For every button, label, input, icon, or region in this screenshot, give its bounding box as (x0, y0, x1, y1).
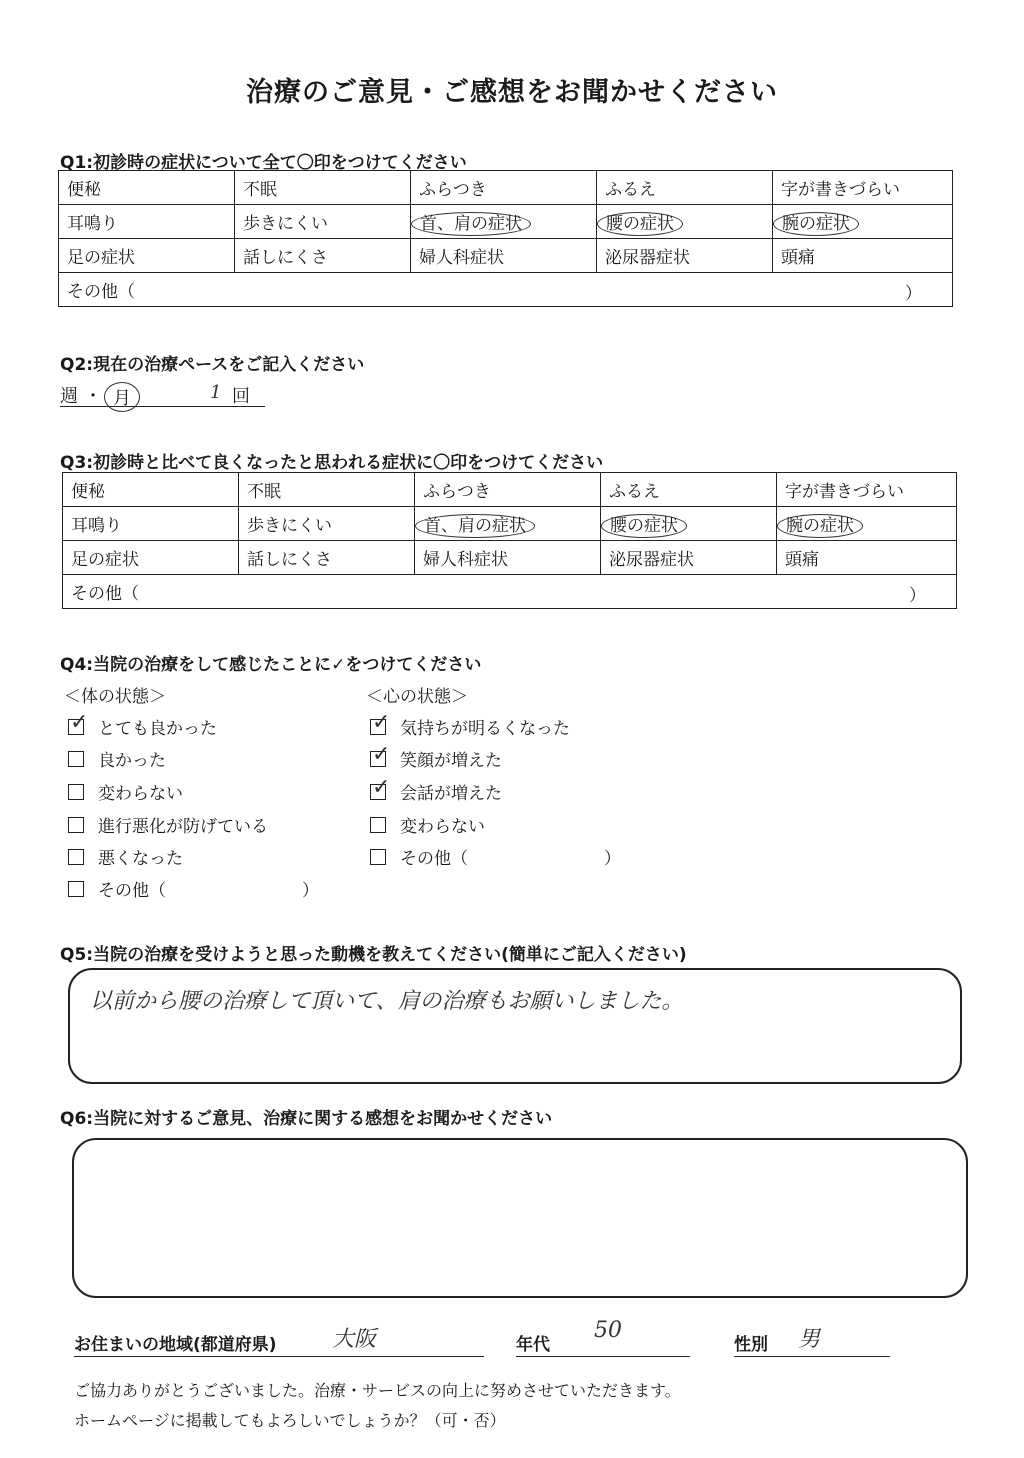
q1-other-label: その他（ (67, 282, 135, 302)
q4-mind-item[interactable] (370, 812, 485, 837)
q1-other-close: ） (905, 284, 922, 304)
q4-mind-item-label: 気持ちが明るくなった (400, 719, 570, 739)
q6-title: Q6:当院に対するご意見、治療に関する感想をお聞かせください (60, 1109, 553, 1129)
q5-title: Q5:当院の治療を受けようと思った動機を教えてください(簡単にご記入ください) (60, 945, 687, 965)
q4-mind-header: ＜心の状態＞ (366, 687, 468, 707)
q1-cell[interactable]: 字が書きづらい (773, 171, 953, 205)
q1-symptom-table (58, 170, 953, 307)
checkbox-icon[interactable] (370, 817, 386, 833)
q3-cell[interactable]: 頭痛 (777, 541, 957, 575)
q3-cell[interactable]: 耳鳴り (63, 507, 239, 541)
q4-mind-item[interactable] (370, 844, 621, 869)
q3-cell[interactable]: 婦人科症状 (415, 541, 601, 575)
q1-cell-circled[interactable] (597, 205, 773, 239)
q4-body-item[interactable] (68, 779, 183, 804)
q4-body-item[interactable] (68, 812, 268, 837)
q1-other-row[interactable] (59, 273, 953, 307)
q5-answer-text: 以前から腰の治療して頂いて、肩の治療もお願いしました。 (90, 989, 684, 1014)
q2-pace-field[interactable] (60, 380, 265, 407)
checkbox-checked-icon[interactable] (370, 784, 386, 800)
q3-cell[interactable]: ふるえ (601, 473, 777, 507)
q4-mind-item-label: 笑顔が増えた (400, 751, 502, 771)
q2-separator: ・ (84, 386, 102, 407)
q1-circled-lower-back: 腰の症状 (597, 212, 683, 236)
q3-cell-circled[interactable] (601, 507, 777, 541)
footer-thanks: ご協力ありがとうございました。治療・サービスの向上に努めさせていただきます。 (74, 1381, 681, 1400)
q3-cell[interactable]: 泌尿器症状 (601, 541, 777, 575)
q2-count-value[interactable]: 1 (210, 382, 222, 403)
q4-body-item-label: 悪くなった (98, 849, 183, 869)
page-title: 治療のご意見・ご感想をお聞かせください (246, 77, 778, 108)
region-value: 大阪 (332, 1327, 377, 1352)
q2-month-option-circled[interactable]: 月 (104, 382, 140, 412)
q1-title: Q1:初診時の症状について全て〇印をつけてください (60, 153, 467, 173)
checkbox-checked-icon[interactable] (370, 719, 386, 735)
q3-cell-circled[interactable] (777, 507, 957, 541)
q1-cell[interactable]: 耳鳴り (59, 205, 235, 239)
region-field[interactable] (74, 1330, 484, 1357)
q3-title: Q3:初診時と比べて良くなったと思われる症状に〇印をつけてください (60, 453, 604, 473)
q3-cell[interactable]: 話しにくさ (239, 541, 415, 575)
q4-body-item-checked[interactable] (68, 714, 217, 739)
q1-cell[interactable]: 話しにくさ (235, 239, 411, 273)
q1-cell[interactable]: 歩きにくい (235, 205, 411, 239)
q1-cell[interactable]: 足の症状 (59, 239, 235, 273)
q1-cell[interactable]: 頭痛 (773, 239, 953, 273)
q4-body-item-label: その他（ ） (98, 881, 319, 901)
q3-other-close: ） (909, 586, 926, 606)
q6-answer-box[interactable] (72, 1138, 968, 1298)
q1-circled-neck-shoulder: 首、肩の症状 (411, 212, 531, 236)
q5-answer-box[interactable] (68, 968, 962, 1084)
q1-cell[interactable]: 不眠 (235, 171, 411, 205)
q4-title: Q4:当院の治療をして感じたことに✓をつけてください (60, 655, 482, 675)
checkbox-icon[interactable] (68, 817, 84, 833)
q4-body-item-label: 良かった (98, 751, 166, 771)
q4-body-item[interactable] (68, 844, 183, 869)
age-value: 50 (594, 1318, 622, 1343)
q4-body-item-label: とても良かった (98, 719, 217, 739)
checkbox-icon[interactable] (68, 881, 84, 897)
q1-cell[interactable]: 泌尿器症状 (597, 239, 773, 273)
region-label: お住まいの地域(都道府県) (74, 1335, 277, 1355)
q3-cell[interactable]: 足の症状 (63, 541, 239, 575)
q4-mind-item-label: 変わらない (400, 817, 485, 837)
q4-mind-item-label: 会話が増えた (400, 784, 502, 804)
checkbox-icon[interactable] (68, 849, 84, 865)
q3-other-row[interactable] (63, 575, 957, 609)
q3-cell[interactable]: 便秘 (63, 473, 239, 507)
checkbox-checked-icon[interactable] (370, 751, 386, 767)
checkbox-checked-icon[interactable] (68, 719, 84, 735)
checkbox-icon[interactable] (68, 751, 84, 767)
q3-other-label: その他（ (71, 584, 139, 604)
q1-circled-arm: 腕の症状 (773, 212, 859, 236)
q2-times-label: 回 (232, 386, 250, 407)
q4-mind-item-checked[interactable] (370, 746, 502, 771)
q4-mind-item-label: その他（ ） (400, 849, 621, 869)
q3-circled-lower-back: 腰の症状 (601, 514, 687, 538)
q1-cell-circled[interactable] (773, 205, 953, 239)
q4-body-item[interactable] (68, 876, 319, 901)
age-label: 年代 (516, 1335, 550, 1355)
q3-symptom-table (62, 472, 957, 609)
q3-cell[interactable]: 不眠 (239, 473, 415, 507)
q4-body-item-label: 進行悪化が防げている (98, 817, 268, 837)
checkbox-icon[interactable] (68, 784, 84, 800)
q1-cell[interactable]: 便秘 (59, 171, 235, 205)
checkbox-icon[interactable] (370, 849, 386, 865)
q2-week-option[interactable]: 週 (60, 386, 78, 407)
gender-value: 男 (798, 1327, 821, 1352)
q3-cell[interactable]: ふらつき (415, 473, 601, 507)
q2-title: Q2:現在の治療ペースをご記入ください (60, 355, 365, 375)
q3-cell[interactable]: 字が書きづらい (777, 473, 957, 507)
q1-cell[interactable]: ふるえ (597, 171, 773, 205)
footer-permission: ホームページに掲載してもよろしいでしょうか？（可・否） (74, 1411, 506, 1430)
gender-label: 性別 (734, 1335, 768, 1355)
q3-circled-neck-shoulder: 首、肩の症状 (415, 514, 535, 538)
q1-cell[interactable]: 婦人科症状 (411, 239, 597, 273)
q1-cell[interactable]: ふらつき (411, 171, 597, 205)
q3-cell[interactable]: 歩きにくい (239, 507, 415, 541)
q3-cell-circled[interactable] (415, 507, 601, 541)
q4-body-item-label: 変わらない (98, 784, 183, 804)
q4-body-item[interactable] (68, 746, 166, 771)
q4-body-header: ＜体の状態＞ (64, 687, 166, 707)
q1-cell-circled[interactable] (411, 205, 597, 239)
q4-mind-item-checked[interactable] (370, 714, 570, 739)
q3-circled-arm: 腕の症状 (777, 514, 863, 538)
q4-mind-item-checked[interactable] (370, 779, 502, 804)
